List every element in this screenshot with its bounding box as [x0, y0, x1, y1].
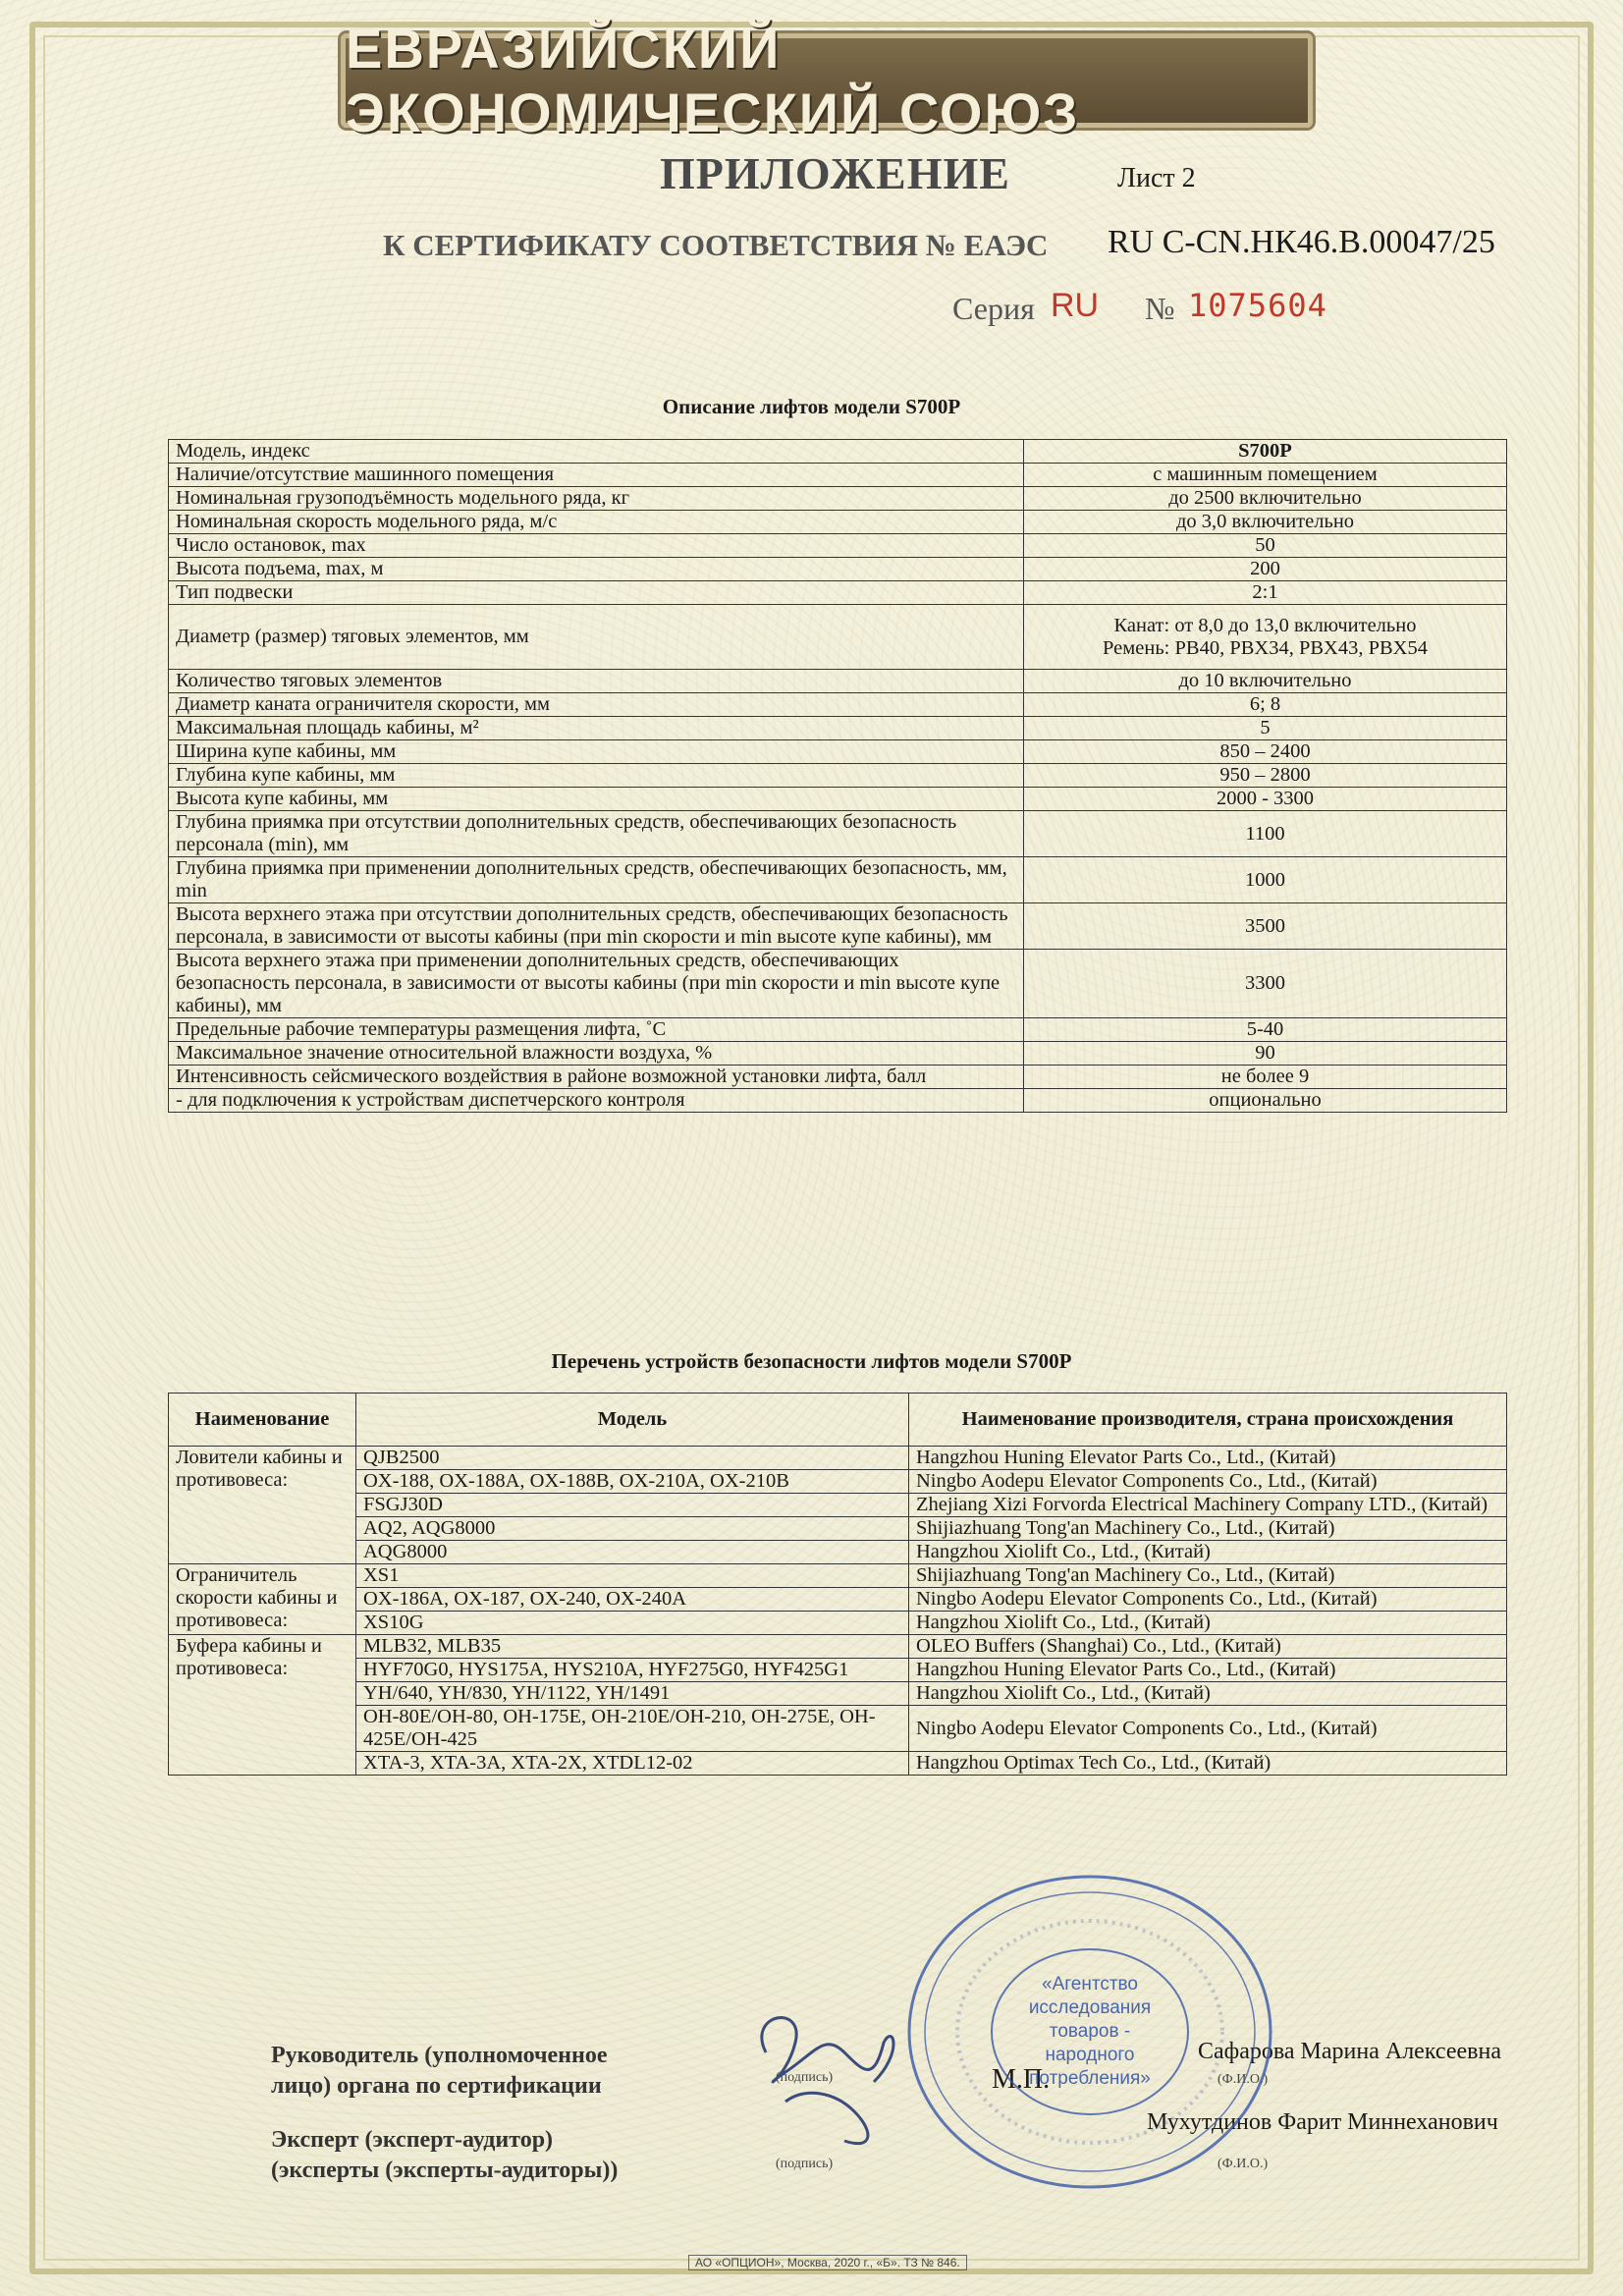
device-model: XS1 [356, 1564, 909, 1588]
description-row [169, 740, 1507, 764]
value-cell: до 2500 включительно [1024, 487, 1507, 511]
device-model: XTA-3, XTA-3A, XTA-2X, XTDL12-02 [356, 1752, 909, 1776]
parameter-cell: Номинальная скорость модельного ряда, м/с [169, 511, 1024, 534]
description-row [169, 464, 1507, 487]
device-row [169, 1752, 1507, 1776]
official-seal [903, 1870, 1276, 2194]
signature-caption: (подпись) [776, 2070, 834, 2085]
description-row [169, 857, 1507, 903]
stamp-text-line: исследования [1028, 1997, 1152, 2018]
value-cell: 50 [1024, 534, 1507, 558]
value-cell: до 3,0 включительно [1024, 511, 1507, 534]
device-manufacturer: OLEO Buffers (Shanghai) Co., Ltd., (Китай) [909, 1635, 1507, 1659]
description-row [169, 487, 1507, 511]
device-row [169, 1659, 1507, 1682]
value-cell: с машинным помещением [1024, 464, 1507, 487]
parameter-cell: Глубина приямка при применении дополнительных средств, обеспечивающих безопасность, мм, min [169, 857, 1024, 903]
value-cell: 5 [1024, 717, 1507, 740]
device-group-name: Ограничитель скорости кабины и противовеса: [169, 1564, 356, 1635]
device-manufacturer: Hangzhou Huning Elevator Parts Co., Ltd., (Китай) [909, 1659, 1507, 1682]
expert-label: Эксперт (эксперт-аудитор) (эксперты (эксперты-аудиторы)) [271, 2127, 619, 2183]
parameter-cell: Номинальная грузоподъёмность модельного ряда, кг [169, 487, 1024, 511]
value-cell: 6; 8 [1024, 693, 1507, 717]
parameter-cell: Модель, индекс [169, 440, 1024, 464]
description-caption: Описание лифтов модели S700P [662, 395, 961, 418]
device-model: OX-188, OX-188A, OX-188B, OX-210A, OX-210B [356, 1470, 909, 1494]
device-model: QJB2500 [356, 1447, 909, 1470]
description-row [169, 788, 1507, 811]
parameter-cell: Глубина купе кабины, мм [169, 764, 1024, 788]
parameter-cell: Высота верхнего этажа при отсутствии дополнительных средств, обеспечивающих безопасность персонала, в зависимости от высоты кабины (при min скорости и min высоте купе кабины), мм [169, 903, 1024, 950]
value-cell: 200 [1024, 558, 1507, 581]
column-header: Наименование [169, 1394, 356, 1447]
description-row [169, 1042, 1507, 1066]
device-manufacturer: Ningbo Aodepu Elevator Components Co., Ltd., (Китай) [909, 1470, 1507, 1494]
column-header: Модель [356, 1394, 909, 1447]
fio-caption: (Ф.И.О.) [1217, 2072, 1269, 2087]
devices-caption: Перечень устройств безопасности лифтов модели S700P [551, 1349, 1072, 1373]
description-row [169, 534, 1507, 558]
head-label: Руководитель (уполномоченное лицо) органа по сертификации [271, 2043, 608, 2099]
expert-name: Мухутдинов Фарит Миннеханович [1147, 2109, 1498, 2135]
value-cell: 1000 [1024, 857, 1507, 903]
description-row [169, 1066, 1507, 1089]
device-manufacturer: Hangzhou Xiolift Co., Ltd., (Китай) [909, 1682, 1507, 1706]
value-cell: S700P [1024, 440, 1507, 464]
value-cell: 3300 [1024, 950, 1507, 1018]
device-manufacturer: Hangzhou Xiolift Co., Ltd., (Китай) [909, 1612, 1507, 1635]
number-label: № [1145, 291, 1175, 326]
parameter-cell: Глубина приямка при отсутствии дополнительных средств, обеспечивающих безопасность персонала (min), мм [169, 811, 1024, 857]
device-manufacturer: Shijiazhuang Tong'an Machinery Co., Ltd., (Китай) [909, 1517, 1507, 1541]
signature-caption: (подпись) [776, 2157, 834, 2171]
parameter-cell: Высота купе кабины, мм [169, 788, 1024, 811]
head-signature [727, 1994, 923, 2160]
device-model: AQ2, AQG8000 [356, 1517, 909, 1541]
device-row [169, 1612, 1507, 1635]
description-row [169, 950, 1507, 1018]
device-manufacturer: Shijiazhuang Tong'an Machinery Co., Ltd., (Китай) [909, 1564, 1507, 1588]
device-manufacturer: Hangzhou Xiolift Co., Ltd., (Китай) [909, 1541, 1507, 1564]
value-cell: не более 9 [1024, 1066, 1507, 1089]
description-row [169, 1018, 1507, 1042]
stamp-text-line: товаров - [1049, 2021, 1131, 2042]
parameter-cell: Интенсивность сейсмического воздействия в районе возможной установки лифта, балл [169, 1066, 1024, 1089]
device-model: XS10G [356, 1612, 909, 1635]
device-manufacturer: Zhejiang Xizi Forvorda Electrical Machinery Company LTD., (Китай) [909, 1494, 1507, 1517]
devices-table [168, 1393, 1507, 1776]
value-cell: опционально [1024, 1089, 1507, 1113]
device-row [169, 1682, 1507, 1706]
page-title: ПРИЛОЖЕНИЕ [660, 148, 1010, 198]
device-row [169, 1635, 1507, 1659]
certificate-subtitle: К СЕРТИФИКАТУ СООТВЕТСТВИЯ № ЕАЭС [383, 228, 1049, 262]
device-row [169, 1588, 1507, 1612]
device-row [169, 1541, 1507, 1564]
value-cell: Канат: от 8,0 до 13,0 включительно Ремень: PB40, PBX34, PBX43, PBX54 [1024, 605, 1507, 670]
parameter-cell: Число остановок, max [169, 534, 1024, 558]
value-cell: 3500 [1024, 903, 1507, 950]
parameter-cell: Высота верхнего этажа при применении дополнительных средств, обеспечивающих безопасность персонала, в зависимости от высоты кабины (при min скорости и min высоте купе кабины), мм [169, 950, 1024, 1018]
description-row [169, 558, 1507, 581]
description-table [168, 439, 1507, 1113]
svg-text:«Агентствоисследованиятоваров [1029, 1974, 1151, 2089]
device-row [169, 1706, 1507, 1752]
description-row [169, 511, 1507, 534]
value-cell: 90 [1024, 1042, 1507, 1066]
device-model: FSGJ30D [356, 1494, 909, 1517]
form-number: 1075604 [1188, 287, 1327, 324]
fio-caption: (Ф.И.О.) [1217, 2157, 1269, 2171]
parameter-cell: Максимальная площадь кабины, м² [169, 717, 1024, 740]
description-row [169, 693, 1507, 717]
description-row [169, 440, 1507, 464]
device-manufacturer: Hangzhou Huning Elevator Parts Co., Ltd., (Китай) [909, 1447, 1507, 1470]
parameter-cell: Высота подъема, max, м [169, 558, 1024, 581]
device-model: AQG8000 [356, 1541, 909, 1564]
device-row [169, 1494, 1507, 1517]
value-cell: 850 – 2400 [1024, 740, 1507, 764]
description-row [169, 903, 1507, 950]
header-banner [341, 18, 1313, 143]
banner-text: ЕВРАЗИЙСКИЙ ЭКОНОМИЧЕСКИЙ СОЮЗ [346, 18, 1080, 143]
sheet-number: Лист 2 [1117, 163, 1196, 193]
parameter-cell: Диаметр каната ограничителя скорости, мм [169, 693, 1024, 717]
device-row [169, 1517, 1507, 1541]
description-row [169, 764, 1507, 788]
device-model: HYF70G0, HYS175A, HYS210A, HYF275G0, HYF425G1 [356, 1659, 909, 1682]
parameter-cell: Диаметр (размер) тяговых элементов, мм [169, 605, 1024, 670]
device-model: OH-80E/OH-80, OH-175E, OH-210E/OH-210, OH-275E, OH-425E/OH-425 [356, 1706, 909, 1752]
description-row [169, 717, 1507, 740]
stamp-text-line: «Агентство [1042, 1974, 1138, 1995]
device-model: YH/640, YH/830, YH/1122, YH/1491 [356, 1682, 909, 1706]
description-row [169, 670, 1507, 693]
device-row [169, 1447, 1507, 1470]
device-manufacturer: Ningbo Aodepu Elevator Components Co., Ltd., (Китай) [909, 1706, 1507, 1752]
parameter-cell: Наличие/отсутствие машинного помещения [169, 464, 1024, 487]
stamp-place: М.П. [992, 2064, 1051, 2095]
description-row [169, 1089, 1507, 1113]
description-row [169, 581, 1507, 605]
value-cell: 950 – 2800 [1024, 764, 1507, 788]
stamp-text-line: народного [1045, 2045, 1135, 2065]
parameter-cell: Тип подвески [169, 581, 1024, 605]
device-model: OX-186A, OX-187, OX-240, OX-240A [356, 1588, 909, 1612]
device-group-name: Буфера кабины и противовеса: [169, 1635, 356, 1776]
device-model: MLB32, MLB35 [356, 1635, 909, 1659]
inner-border [43, 35, 1580, 2261]
parameter-cell: - для подключения к устройствам диспетчерского контроля [169, 1089, 1024, 1113]
parameter-cell: Предельные рабочие температуры размещения лифта, ˚С [169, 1018, 1024, 1042]
value-cell: до 10 включительно [1024, 670, 1507, 693]
device-manufacturer: Ningbo Aodepu Elevator Components Co., Ltd., (Китай) [909, 1588, 1507, 1612]
value-cell: 2000 - 3300 [1024, 788, 1507, 811]
series-label: Серия [952, 291, 1035, 326]
column-header: Наименование производителя, страна происхождения [909, 1394, 1507, 1447]
certificate-number: RU С-CN.НК46.В.00047/25 [1108, 224, 1495, 260]
parameter-cell: Ширина купе кабины, мм [169, 740, 1024, 764]
device-group-name: Ловители кабины и противовеса: [169, 1447, 356, 1564]
printer-imprint: АО «ОПЦИОН», Москва, 2020 г., «Б». ТЗ № 846. [688, 2255, 967, 2270]
parameter-cell: Максимальное значение относительной влажности воздуха, % [169, 1042, 1024, 1066]
value-cell: 2:1 [1024, 581, 1507, 605]
device-row [169, 1564, 1507, 1588]
value-cell: 1100 [1024, 811, 1507, 857]
head-name: Сафарова Марина Алексеевна [1198, 2039, 1501, 2064]
stamp-text-line: потребления» [1029, 2068, 1151, 2089]
series-value: RU [1051, 287, 1100, 324]
description-row [169, 811, 1507, 857]
parameter-cell: Количество тяговых элементов [169, 670, 1024, 693]
device-row [169, 1470, 1507, 1494]
device-manufacturer: Hangzhou Optimax Tech Co., Ltd., (Китай) [909, 1752, 1507, 1776]
description-row [169, 605, 1507, 670]
value-cell: 5-40 [1024, 1018, 1507, 1042]
